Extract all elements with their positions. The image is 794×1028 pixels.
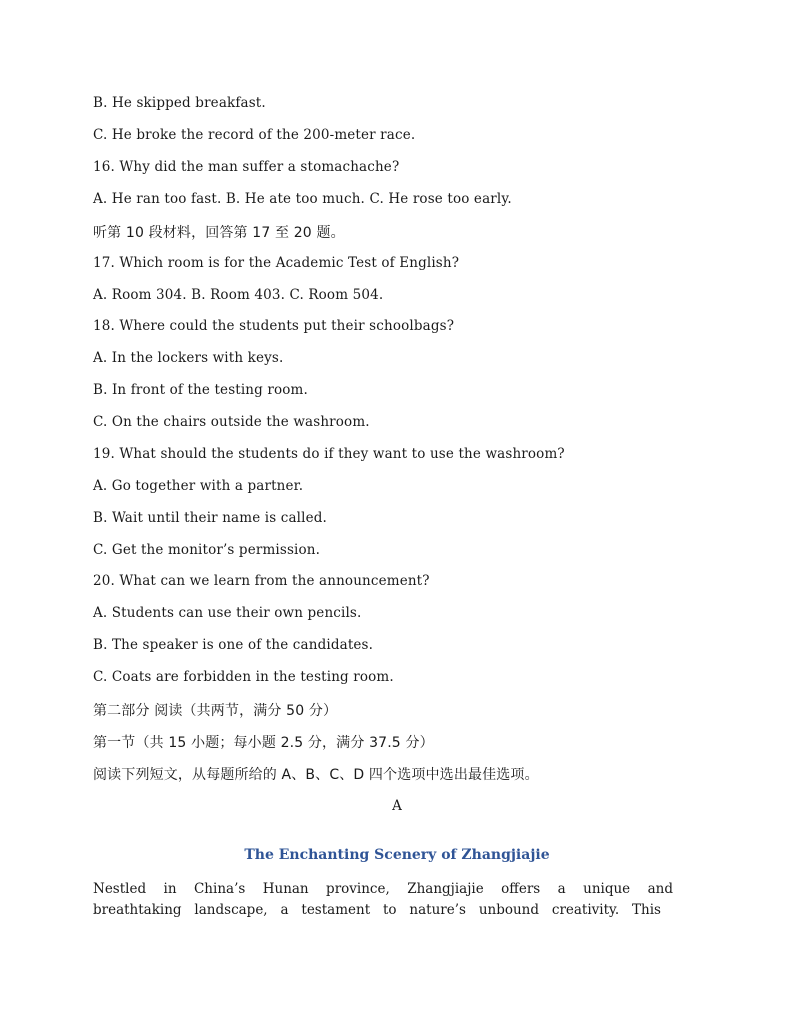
- q20-question: 20. What can we learn from the announcement?: [93, 573, 430, 589]
- passage-title: The Enchanting Scenery of Zhangjiajie: [244, 847, 550, 863]
- q18-option-b: B. In front of the testing room.: [93, 382, 308, 398]
- q19-question: 19. What should the students do if they want to use the washroom?: [93, 446, 565, 462]
- reading-instruction: 阅读下列短文，从每题所给的 A、B、C、D 四个选项中选出最佳选项。: [93, 767, 539, 783]
- q17-options: A. Room 304. B. Room 403. C. Room 504.: [93, 287, 384, 303]
- q16-options: A. He ran too fast. B. He ate too much. C. He rose too early.: [93, 191, 512, 207]
- q19-option-a: A. Go together with a partner.: [93, 478, 304, 494]
- q20-option-c: C. Coats are forbidden in the testing room.: [93, 669, 394, 685]
- passage-paragraph-line: breathtaking landscape, a testament to nature’s unbound creativity. This: [93, 902, 661, 918]
- section10-instruction: 听第 10 段材料，回答第 17 至 20 题。: [93, 225, 345, 241]
- q17-question: 17. Which room is for the Academic Test of English?: [93, 255, 460, 271]
- q20-option-a: A. Students can use their own pencils.: [93, 605, 362, 621]
- passage-letter: A: [392, 798, 402, 814]
- passage-paragraph-line: Nestled in China’s Hunan province, Zhangjiajie offers a unique and: [93, 881, 673, 897]
- q16-question: 16. Why did the man suffer a stomachache?: [93, 159, 400, 175]
- part-two-heading: 第二部分 阅读（共两节，满分 50 分）: [93, 703, 338, 719]
- q19-option-b: B. Wait until their name is called.: [93, 510, 327, 526]
- q18-option-a: A. In the lockers with keys.: [93, 350, 284, 366]
- q18-option-c: C. On the chairs outside the washroom.: [93, 414, 370, 430]
- q20-option-b: B. The speaker is one of the candidates.: [93, 637, 374, 653]
- q15-option-b: B. He skipped breakfast.: [93, 95, 266, 111]
- q18-question: 18. Where could the students put their schoolbags?: [93, 318, 455, 334]
- section-one-heading: 第一节（共 15 小题；每小题 2.5 分，满分 37.5 分）: [93, 735, 434, 751]
- q19-option-c: C. Get the monitor’s permission.: [93, 542, 321, 558]
- q15-option-c: C. He broke the record of the 200-meter race.: [93, 127, 416, 143]
